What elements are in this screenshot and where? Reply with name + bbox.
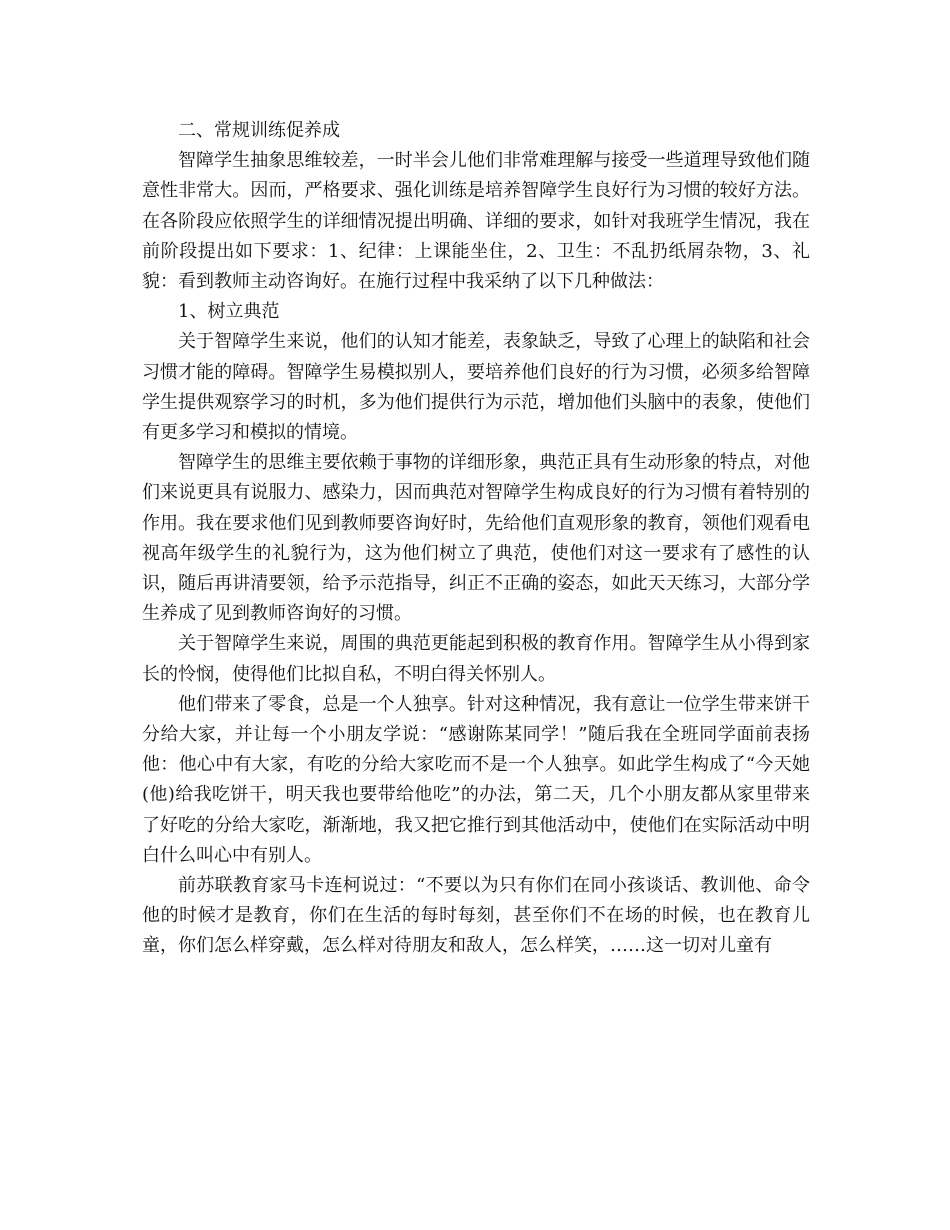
document-body xyxy=(142,116,810,962)
paragraph: 前苏联教育家马卡连柯说过：“不要以为只有你们在同小孩谈话、教训他、命令他的时候才是教育，你们在生活的每时每刻，甚至你们不在场的时候，也在教育儿童，你们怎么样穿戴，怎么样对待朋友和敌人，怎么样笑，……这一切对儿童有 xyxy=(142,875,810,957)
paragraph: 关于智障学生来说，他们的认知才能差，表象缺乏，导致了心理上的缺陷和社会习惯才能的障碍。智障学生易模拟别人，要培养他们良好的行为习惯，必须多给智障学生提供观察学习的时机，多为他们提供行为示范，增加他们头脑中的表象，使他们有更多学习和模拟的情境。 xyxy=(142,331,810,444)
paragraph: 关于智障学生来说，周围的典范更能起到积极的教育作用。智障学生从小得到家长的怜悯，使得他们比拟自私，不明白得关怀别人。 xyxy=(142,633,810,685)
paragraph: 他们带来了零食，总是一个人独享。针对这种情况，我有意让一位学生带来饼干分给大家，并让每一个小朋友学说：“感谢陈某同学！”随后我在全班同学面前表扬他：他心中有大家，有吃的分给大家吃而不是一个人独享。如此学生构成了“今天她(他)给我吃饼干，明天我也要带给他吃”的办法，第二天，几个小朋友都从家里带来了好吃的分给大家吃，渐渐地，我又把它推行到其他活动中，使他们在实际活动中明白什么叫心中有别人。 xyxy=(142,693,810,866)
section-heading: 二、常规训练促养成 xyxy=(178,120,340,141)
paragraph: 智障学生的思维主要依赖于事物的详细形象，典范正具有生动形象的特点，对他们来说更具有说服力、感染力，因而典范对智障学生构成良好的行为习惯有着特别的作用。我在要求他们见到教师要咨询好时，先给他们直观形象的教育，领他们观看电视高年级学生的礼貌行为，这为他们树立了典范，使他们对这一要求有了感性的认识，随后再讲清要领，给予示范指导，纠正不正确的姿态，如此天天练习，大部分学生养成了见到教师咨询好的习惯。 xyxy=(142,452,810,625)
paragraph: 智障学生抽象思维较差，一时半会儿他们非常难理解与接受一些道理导致他们随意性非常大。因而，严格要求、强化训练是培养智障学生良好行为习惯的较好方法。在各阶段应依照学生的详细情况提出明确、详细的要求，如针对我班学生情况，我在前阶段提出如下要求：1、纪律：上课能坐住，2、卫生：不乱扔纸屑杂物，3、礼貌：看到教师主动咨询好。在施行过程中我采纳了以下几种做法： xyxy=(142,150,810,293)
subsection-heading: 1、树立典范 xyxy=(178,301,280,323)
